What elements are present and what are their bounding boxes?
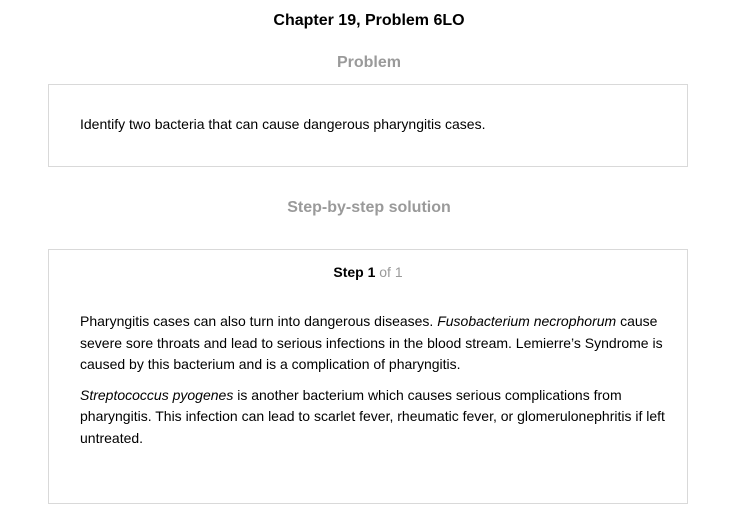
paragraph-text: Pharyngitis cases can also turn into dangerous diseases. [80,313,438,329]
species-name: Fusobacterium necrophorum [437,313,617,329]
paragraph-text: is another bacterium which causes serious complications from pharyngitis. This infection can lead to scarlet fever, rheumatic fever, or glomerulonephritis if left untreated. [80,386,665,446]
problem-heading: Problem [336,54,401,71]
solution-heading: Step-by-step solution [287,199,451,216]
paragraph-text: cause severe sore throats and lead to serious infections in the blood stream. Lemierre’s Syndrome is caused by this bacterium and is a complication of pharyngitis. [80,313,663,372]
problem-box [48,84,688,167]
solution-box [48,249,688,504]
chapter-title: Chapter 19, Problem 6LO [273,12,465,29]
species-name: Streptococcus pyogenes [80,386,234,403]
solution-paragraph [80,311,665,376]
solution-paragraph [80,385,665,450]
step-label: Step 1 [333,264,376,280]
solution-body [80,311,665,458]
problem-text: Identify two bacteria that can cause dangerous pharyngitis cases. [80,116,486,132]
step-header [49,263,687,281]
step-count: of 1 [379,264,403,280]
